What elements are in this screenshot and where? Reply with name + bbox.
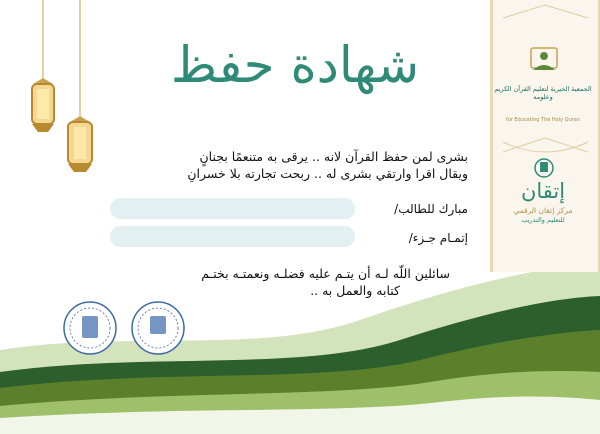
prayer-line-2: كتابه والعمل به .. — [310, 283, 400, 298]
juz-completed-label: إتمـام جـزء/ — [408, 231, 468, 245]
itqan-logo-text: إتقان — [520, 179, 566, 203]
sidebar-ornament — [493, 0, 598, 272]
organization-name: الجمعية الخيرية لتعليم القرآن الكريم وعلومه — [494, 85, 592, 101]
itqan-center-subtitle: للتعليم والتدريب — [521, 216, 565, 224]
itqan-logo-icon — [535, 159, 553, 177]
student-name-label: مبارك للطالب/ — [394, 202, 468, 216]
lantern-decoration-icon — [32, 0, 92, 172]
itqan-center-name: مركز إتقان الرقمي — [513, 206, 573, 215]
quran-book-logo-icon — [531, 48, 557, 70]
juz-completed-field[interactable] — [110, 226, 355, 247]
student-name-field[interactable] — [110, 198, 355, 219]
certificate-title: شهادة حفظ — [170, 36, 420, 94]
poem-line-2: ويقال اقرا وارتقي بشرى له .. ربحت تجارته بلا خسرانِ — [187, 166, 468, 181]
sidebar-panel — [490, 0, 600, 272]
poem-line-1: بشرى لمن حفظ القرآن لانه .. يرقى به متنعمًا بجنانٍ — [199, 149, 468, 164]
prayer-line-1: سائلين اللّه لـه أن يتـم عليه فضلـه ونعمتـه بختـم — [201, 266, 450, 281]
organization-name-english: for Educating The Holy Quran — [505, 117, 581, 123]
